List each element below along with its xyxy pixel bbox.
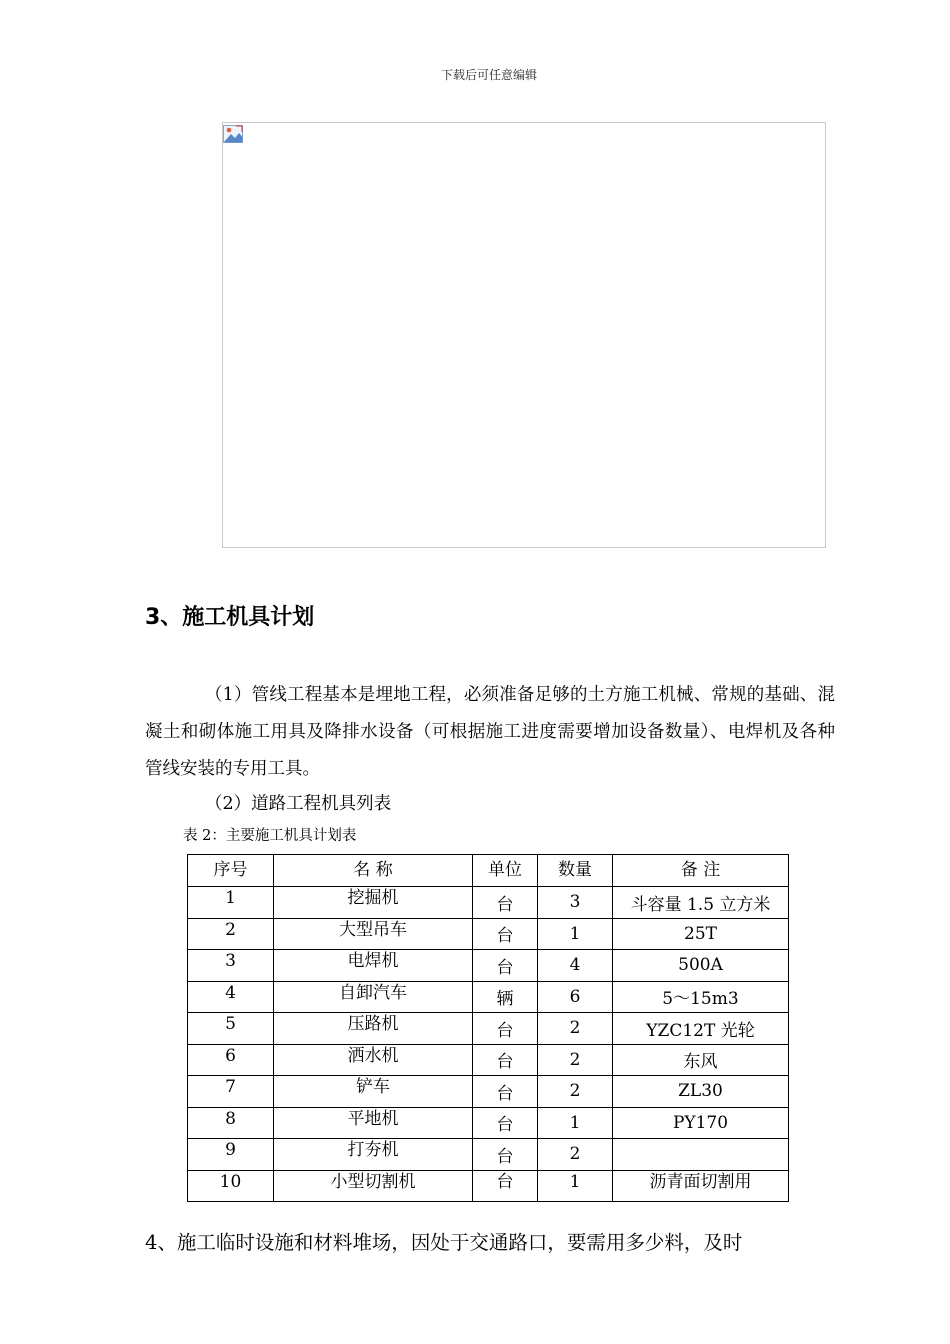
paragraph-temporary-facilities: 4、施工临时设施和材料堆场，因处于交通路口，要需用多少料，及时 <box>145 1231 743 1254</box>
header-note: 下载后可任意编辑 <box>440 68 537 82</box>
cell-name: 电焊机 <box>274 950 473 982</box>
cell-name: 大型吊车 <box>274 918 473 950</box>
header-index: 序号 <box>188 855 274 887</box>
table-row <box>188 950 789 982</box>
header-remark: 备 注 <box>613 855 789 887</box>
header-unit: 单位 <box>473 855 538 887</box>
cell-remark: 斗容量 1.5 立方米 <box>613 887 789 919</box>
cell-quantity: 2 <box>538 1044 613 1076</box>
cell-name: 打夯机 <box>274 1139 473 1171</box>
cell-quantity: 2 <box>538 1076 613 1108</box>
cell-index: 4 <box>188 981 274 1013</box>
section-title: 3、施工机具计划 <box>145 605 315 630</box>
table-row <box>188 1170 789 1202</box>
paragraph-road-equipment: （2）道路工程机具列表 <box>205 794 392 814</box>
cell-unit: 台 <box>473 1170 538 1202</box>
cell-name: 铲车 <box>274 1076 473 1108</box>
table-row <box>188 918 789 950</box>
cell-unit: 台 <box>473 1107 538 1139</box>
cell-remark: 500A <box>613 950 789 982</box>
table-row <box>188 981 789 1013</box>
cell-index: 6 <box>188 1044 274 1076</box>
cell-unit: 辆 <box>473 981 538 1013</box>
cell-remark: 25T <box>613 918 789 950</box>
cell-index: 1 <box>188 887 274 919</box>
cell-quantity: 1 <box>538 918 613 950</box>
cell-index: 5 <box>188 1013 274 1045</box>
table-row <box>188 1139 789 1171</box>
cell-quantity: 6 <box>538 981 613 1013</box>
cell-unit: 台 <box>473 1044 538 1076</box>
cell-remark <box>613 1139 789 1171</box>
cell-quantity: 2 <box>538 1139 613 1171</box>
cell-index: 8 <box>188 1107 274 1139</box>
equipment-table <box>187 854 789 1202</box>
cell-quantity: 1 <box>538 1107 613 1139</box>
cell-unit: 台 <box>473 950 538 982</box>
cell-remark: 东风 <box>613 1044 789 1076</box>
cell-quantity: 4 <box>538 950 613 982</box>
cell-quantity: 3 <box>538 887 613 919</box>
cell-remark: 沥青面切割用 <box>613 1170 789 1202</box>
cell-remark: PY170 <box>613 1107 789 1139</box>
cell-remark: YZC12T 光轮 <box>613 1013 789 1045</box>
paragraph-equipment-intro: （1）管线工程基本是埋地工程，必须准备足够的土方施工机械、常规的基础、混凝土和砌体施工用具及降排水设备（可根据施工进度需要增加设备数量）、电焊机及各种管线安装的专用工具。 <box>145 685 835 779</box>
cell-unit: 台 <box>473 887 538 919</box>
cell-name: 自卸汽车 <box>274 981 473 1013</box>
cell-name: 小型切割机 <box>274 1170 473 1202</box>
cell-unit: 台 <box>473 1013 538 1045</box>
cell-unit: 台 <box>473 1139 538 1171</box>
table-row <box>188 1076 789 1108</box>
cell-name: 平地机 <box>274 1107 473 1139</box>
cell-quantity: 2 <box>538 1013 613 1045</box>
header-name: 名 称 <box>274 855 473 887</box>
header-quantity: 数量 <box>538 855 613 887</box>
cell-unit: 台 <box>473 918 538 950</box>
cell-quantity: 1 <box>538 1170 613 1202</box>
cell-name: 挖掘机 <box>274 887 473 919</box>
table-header-row <box>188 855 789 887</box>
table-row <box>188 887 789 919</box>
image-placeholder <box>222 122 826 548</box>
cell-index: 10 <box>188 1170 274 1202</box>
table-row <box>188 1044 789 1076</box>
cell-index: 2 <box>188 918 274 950</box>
table-row <box>188 1107 789 1139</box>
cell-name: 压路机 <box>274 1013 473 1045</box>
cell-index: 7 <box>188 1076 274 1108</box>
table-caption: 表 2：主要施工机具计划表 <box>183 828 357 844</box>
cell-index: 9 <box>188 1139 274 1171</box>
cell-remark: ZL30 <box>613 1076 789 1108</box>
broken-image-icon <box>223 125 243 143</box>
cell-unit: 台 <box>473 1076 538 1108</box>
table-row <box>188 1013 789 1045</box>
cell-name: 洒水机 <box>274 1044 473 1076</box>
cell-index: 3 <box>188 950 274 982</box>
cell-remark: 5～15m3 <box>613 981 789 1013</box>
